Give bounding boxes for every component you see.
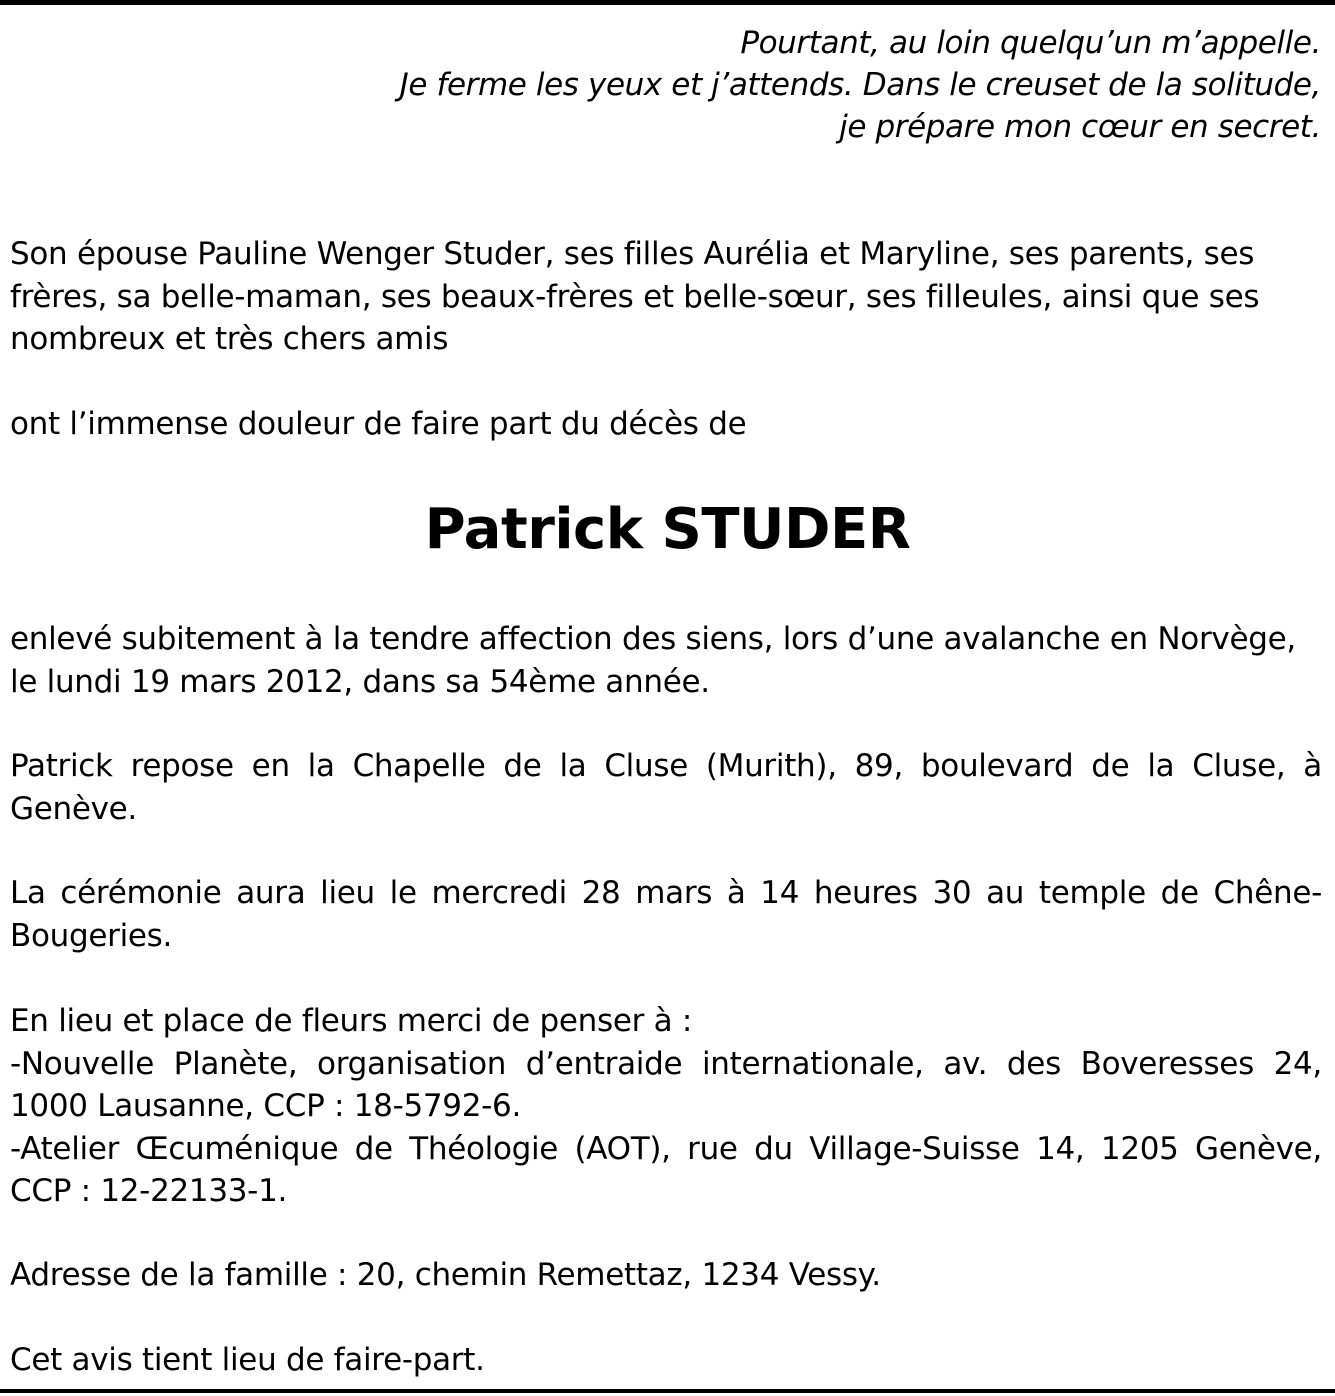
repose-paragraph: Patrick repose en la Chapelle de la Cluse (Murith), 89, boulevard de la Cluse, à Genève.: [10, 748, 1322, 827]
family-paragraph: Son épouse Pauline Wenger Studer, ses filles Aurélia et Maryline, ses parents, ses frères, sa belle-maman, ses beaux-frères et belle-sœur, ses filleules, ainsi que ses nombreux et très chers amis: [10, 236, 1260, 357]
donations-intro: En lieu et place de fleurs merci de penser à :: [10, 1003, 692, 1039]
deceased-name: Patrick STUDER: [424, 497, 911, 562]
quote-line-2: Je ferme les yeux et j’attends. Dans le creuset de la solitude,: [399, 67, 1321, 103]
bottom-rule: [0, 1389, 1335, 1393]
announcement-line: ont l’immense douleur de faire part du décès de: [10, 406, 747, 442]
top-rule: [0, 0, 1335, 5]
circumstances-paragraph: enlevé subitement à la tendre affection des siens, lors d’une avalanche en Norvège, le lundi 19 mars 2012, dans sa 54ème année.: [10, 621, 1296, 700]
quote-line-1: Pourtant, au loin quelqu’un m’appelle.: [740, 25, 1321, 61]
epigraph-quote: [121, 22, 1321, 148]
ceremony-paragraph: La cérémonie aura lieu le mercredi 28 mars à 14 heures 30 au temple de Chêne-Bougeries.: [10, 875, 1322, 954]
donation-item-nouvelle-planete: -Nouvelle Planète, organisation d’entraide internationale, av. des Boveresses 24, 1000 Lausanne, CCP : 18-5792-6.: [10, 1045, 1322, 1124]
closing-line: Cet avis tient lieu de faire-part.: [10, 1342, 485, 1378]
family-address: Adresse de la famille : 20, chemin Remettaz, 1234 Vessy.: [10, 1257, 881, 1293]
donation-item-aot: -Atelier Œcuménique de Théologie (AOT), rue du Village-Suisse 14, 1205 Genève, CCP : 12-22133-1.: [10, 1130, 1322, 1209]
donations-section: [10, 1000, 1322, 1213]
quote-line-3: je prépare mon cœur en secret.: [839, 109, 1321, 145]
